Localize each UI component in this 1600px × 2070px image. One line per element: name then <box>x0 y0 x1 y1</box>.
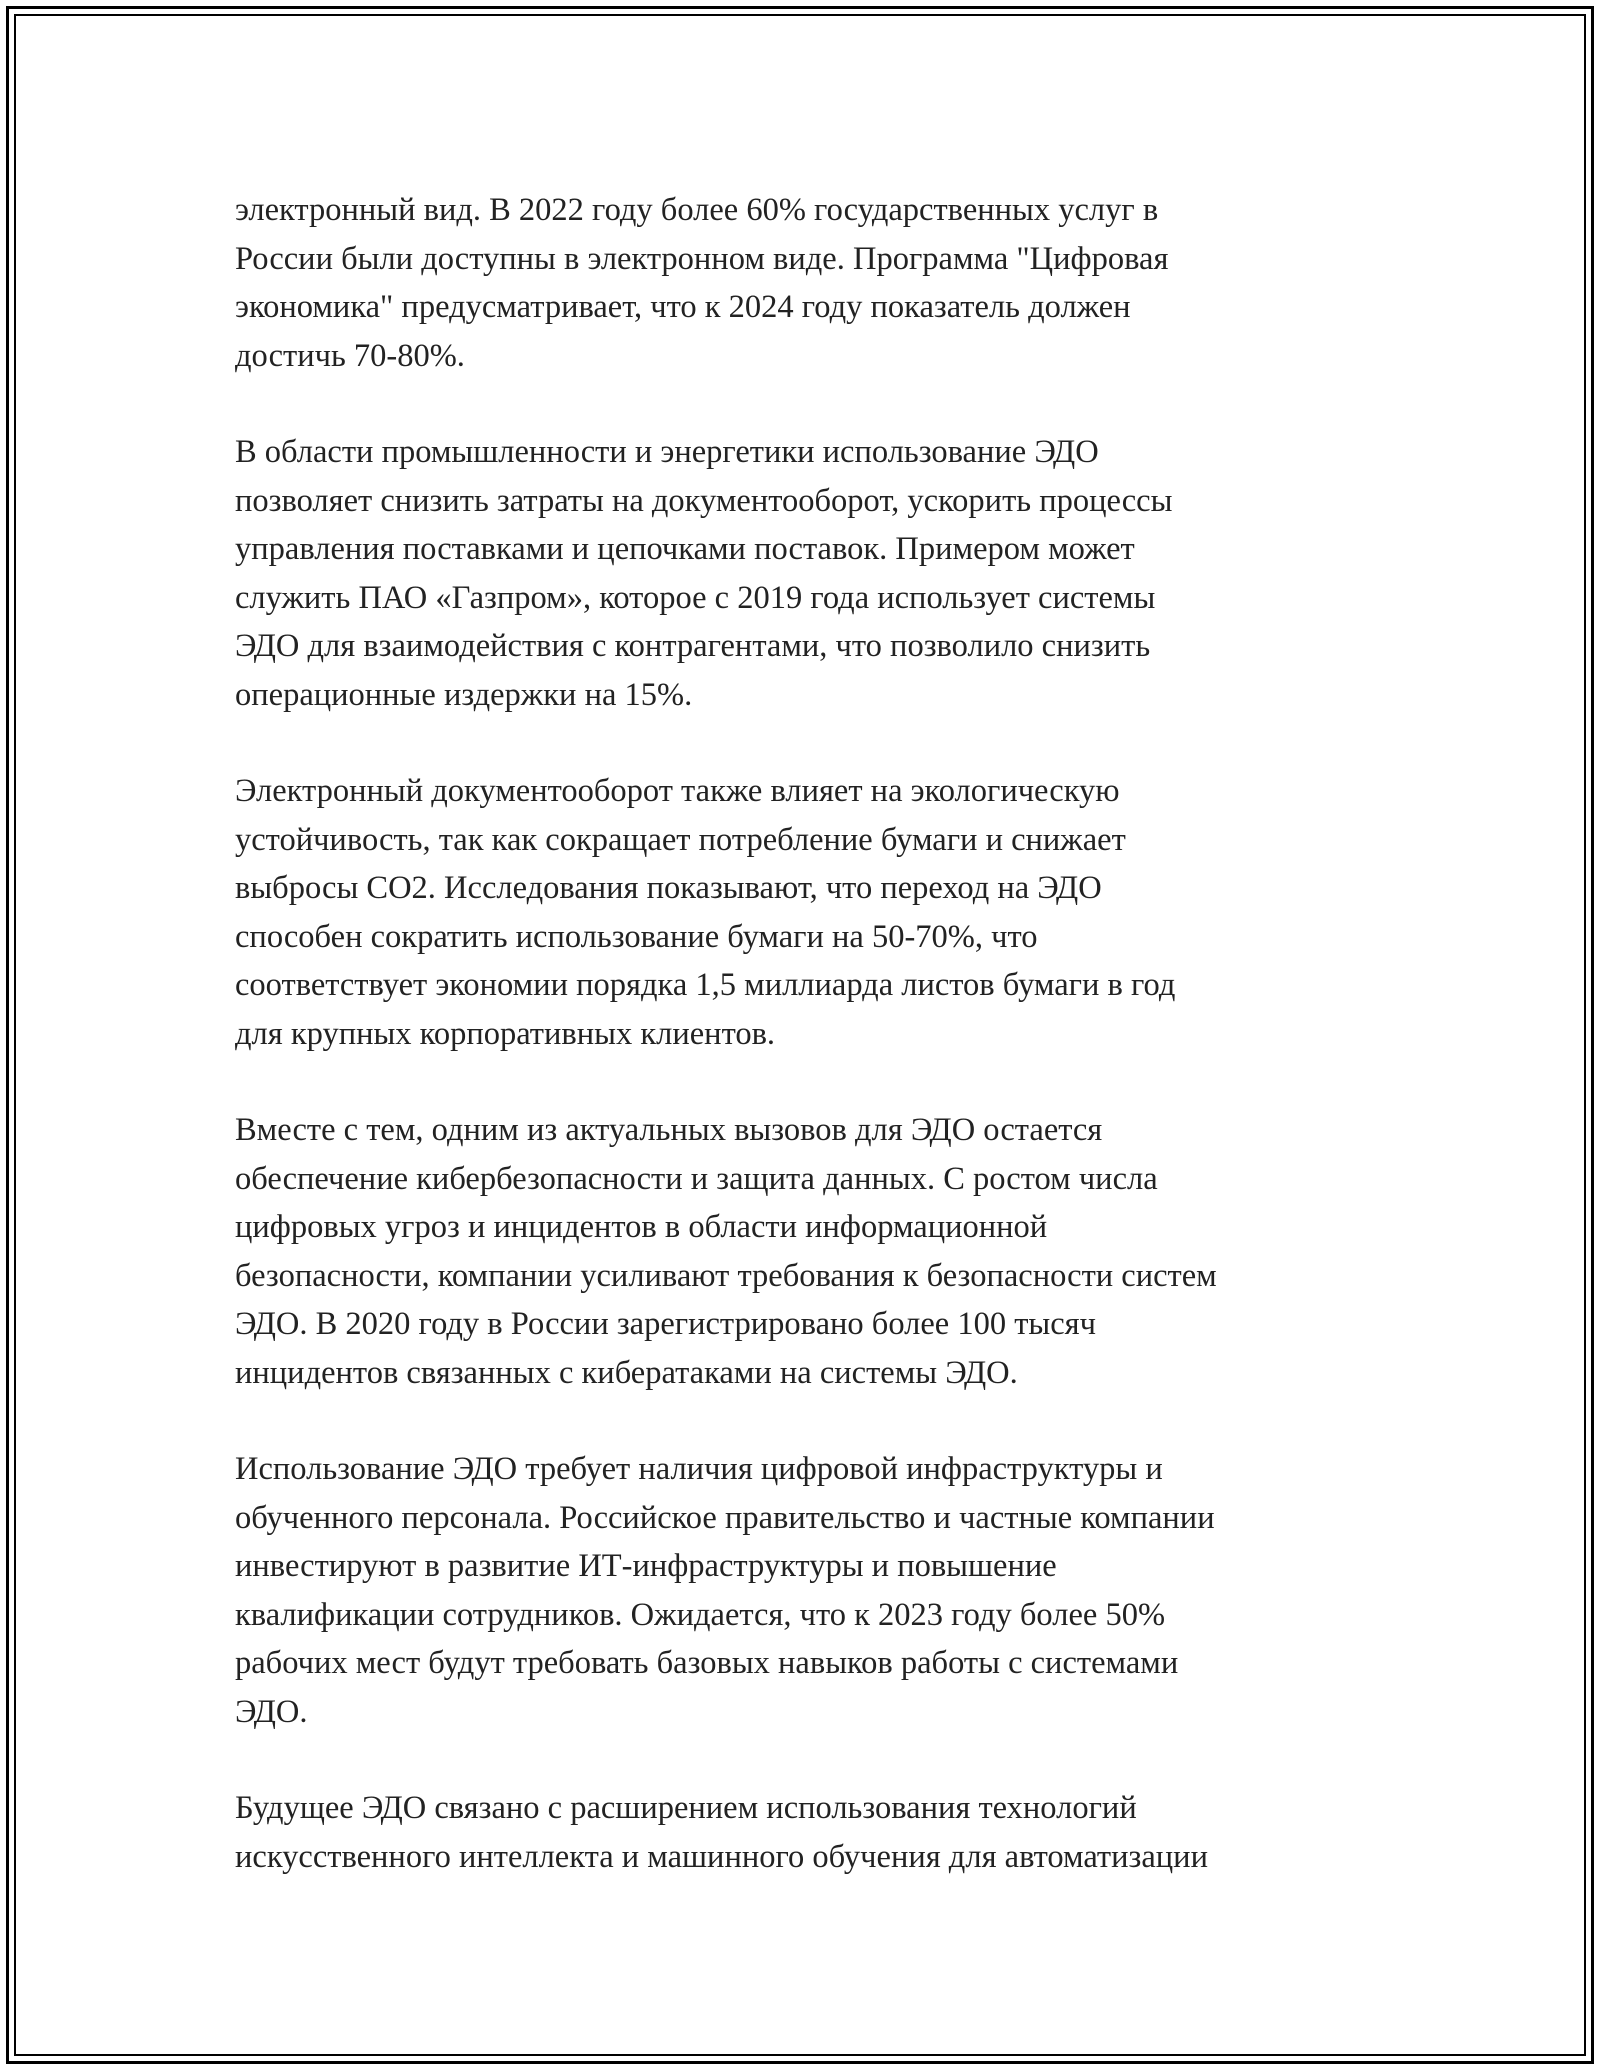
text-line: операционные издержки на 15%. <box>235 676 693 713</box>
text-line: служить ПАО «Газпром», которое с 2019 года использует системы <box>235 579 1156 616</box>
text-line: позволяет снизить затраты на документооборот, ускорить процессы <box>235 482 1173 519</box>
text-line: ЭДО для взаимодействия с контрагентами, что позволило снизить <box>235 628 1151 664</box>
text-line: Вместе с тем, одним из актуальных вызовов для ЭДО остается <box>235 1112 1103 1148</box>
text-line: управления поставками и цепочками поставок. Примером может <box>235 531 1135 567</box>
paragraph-infrastructure <box>235 1445 1375 1736</box>
text-line: для крупных корпоративных клиентов. <box>235 1015 776 1052</box>
text-line: электронный вид. В 2022 году более 60% государственных услуг в <box>235 192 1159 228</box>
text-line: искусственного интеллекта и машинного обучения для автоматизации <box>235 1838 1208 1875</box>
paragraph-digital-services <box>235 186 1375 380</box>
text-line: экономика" предусматривает, что к 2024 году показатель должен <box>235 289 1131 325</box>
text-line: соответствует экономии порядка 1,5 миллиарда листов бумаги в год <box>235 967 1176 1003</box>
text-line: Электронный документооборот также влияет на экологическую <box>235 773 1120 809</box>
text-line: Использование ЭДО требует наличия цифровой инфраструктуры и <box>235 1451 1163 1487</box>
text-line: ЭДО. <box>235 1693 308 1730</box>
paragraph-cybersecurity <box>235 1106 1375 1397</box>
text-line: инцидентов связанных с кибератаками на системы ЭДО. <box>235 1354 1018 1391</box>
text-line: выбросы CO2. Исследования показывают, что переход на ЭДО <box>235 870 1102 906</box>
text-line: способен сократить использование бумаги на 50-70%, что <box>235 918 1038 955</box>
text-line: устойчивость, так как сокращает потребление бумаги и снижает <box>235 821 1126 858</box>
text-line: В области промышленности и энергетики использование ЭДО <box>235 434 1099 470</box>
text-line: безопасности, компании усиливают требования к безопасности систем <box>235 1257 1217 1294</box>
text-line: ЭДО. В 2020 году в России зарегистрировано более 100 тысяч <box>235 1306 1096 1342</box>
text-line: квалификации сотрудников. Ожидается, что к 2023 году более 50% <box>235 1596 1166 1633</box>
text-line: Будущее ЭДО связано с расширением использования технологий <box>235 1790 1137 1826</box>
text-line: России были доступны в электронном виде. Программа "Цифровая <box>235 240 1169 277</box>
paragraph-future <box>235 1784 1375 1881</box>
paragraph-ecology <box>235 767 1375 1058</box>
text-line: обученного персонала. Российское правительство и частные компании <box>235 1499 1215 1536</box>
document-body <box>235 186 1375 1929</box>
text-line: обеспечение кибербезопасности и защита данных. С ростом числа <box>235 1160 1158 1197</box>
text-line: цифровых угроз и инцидентов в области информационной <box>235 1209 1048 1245</box>
text-line: рабочих мест будут требовать базовых навыков работы с системами <box>235 1645 1179 1681</box>
text-line: инвестируют в развитие ИТ-инфраструктуры и повышение <box>235 1548 1057 1584</box>
text-line: достичь 70-80%. <box>235 337 465 374</box>
paragraph-industry-energy <box>235 428 1375 719</box>
